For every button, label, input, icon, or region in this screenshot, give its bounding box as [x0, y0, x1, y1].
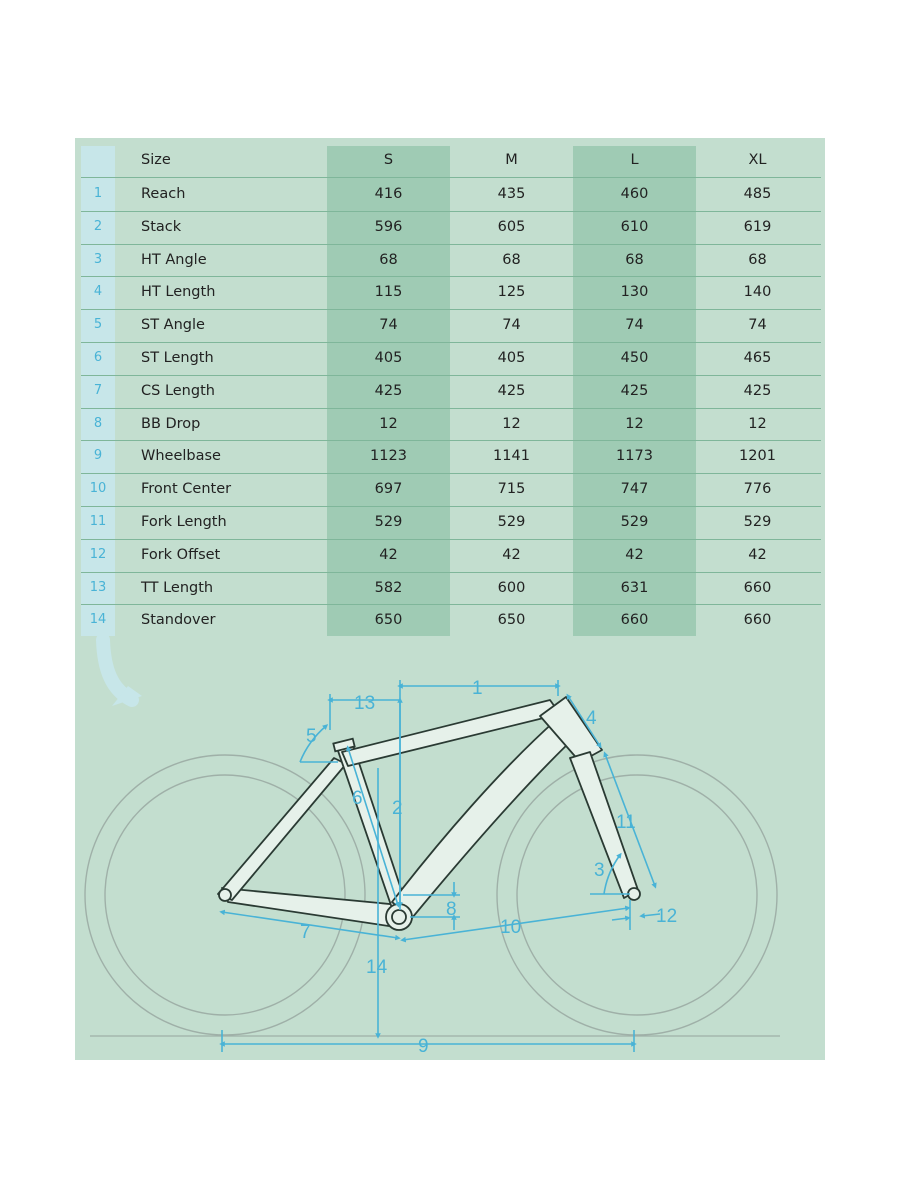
- dim-label-bb-drop: 8: [446, 899, 457, 920]
- value-m: 12: [502, 415, 521, 432]
- size-header-s: S: [383, 152, 394, 168]
- measurement-name: Reach: [141, 186, 186, 202]
- value-l: 425: [620, 382, 649, 399]
- value-m: 68: [502, 251, 521, 268]
- value-l: 529: [620, 514, 649, 530]
- bike-frame: [218, 697, 638, 928]
- value-xl: 12: [748, 415, 767, 432]
- value-l: 130: [620, 284, 649, 301]
- measurement-name: TT Length: [141, 579, 214, 596]
- row-number: 2: [93, 218, 103, 234]
- dim-label-ht-angle: 3: [594, 860, 605, 881]
- measurement-name: Stack: [141, 218, 182, 235]
- value-s: 697: [374, 481, 403, 498]
- value-m: 435: [497, 186, 526, 202]
- measurement-name: Fork Length: [141, 514, 227, 530]
- value-s: 115: [374, 284, 403, 301]
- value-l: 12: [625, 415, 644, 432]
- row-number: 1: [93, 186, 103, 201]
- value-xl: 776: [743, 481, 772, 498]
- row-number: 10: [89, 481, 107, 497]
- measurement-name: Standover: [141, 612, 216, 629]
- value-s: 416: [374, 186, 403, 202]
- value-s: 596: [374, 218, 403, 235]
- value-s: 529: [374, 514, 403, 530]
- value-l: 450: [620, 350, 649, 366]
- measurement-name: HT Angle: [141, 251, 207, 268]
- dim-label-fork-offset: 12: [656, 906, 678, 927]
- measurement-name: CS Length: [141, 382, 215, 399]
- value-l: 460: [620, 186, 649, 202]
- value-m: 1141: [493, 448, 530, 465]
- value-l: 660: [620, 612, 649, 629]
- dim-label-reach: 1: [472, 678, 483, 699]
- value-l: 42: [625, 546, 644, 563]
- value-xl: 1201: [739, 448, 776, 465]
- value-xl: 140: [743, 284, 772, 301]
- row-number: 4: [93, 284, 103, 300]
- measurement-name: Fork Offset: [141, 546, 221, 563]
- size-header-xl: XL: [748, 152, 767, 168]
- value-s: 68: [379, 251, 398, 268]
- measurement-name: ST Length: [141, 350, 214, 366]
- value-l: 610: [620, 218, 649, 235]
- value-m: 529: [497, 514, 526, 530]
- value-xl: 465: [743, 350, 772, 366]
- value-m: 605: [497, 218, 526, 235]
- measurement-name: HT Length: [141, 284, 216, 301]
- value-l: 1173: [616, 448, 653, 465]
- value-s: 42: [379, 546, 398, 563]
- geometry-panel: [75, 138, 825, 1060]
- row-number: 14: [89, 612, 107, 628]
- size-header-label: Size: [141, 152, 171, 168]
- value-m: 42: [502, 546, 521, 563]
- value-xl: 42: [748, 546, 767, 563]
- dim-label-st-length: 6: [352, 788, 363, 809]
- value-s: 74: [379, 317, 398, 334]
- row-number: 8: [93, 415, 103, 431]
- value-s: 405: [374, 350, 403, 366]
- value-l: 68: [625, 251, 644, 268]
- value-l: 74: [625, 317, 644, 334]
- dim-label-wheelbase: 9: [418, 1036, 429, 1057]
- value-m: 125: [497, 284, 526, 301]
- row-number: 3: [93, 251, 103, 267]
- dim-label-cs-length: 7: [300, 922, 311, 943]
- dim-label-front-center: 10: [500, 917, 522, 938]
- value-m: 74: [502, 317, 521, 334]
- value-xl: 485: [743, 186, 772, 202]
- value-s: 1123: [370, 448, 407, 465]
- value-xl: 619: [743, 218, 772, 235]
- value-xl: 68: [748, 251, 767, 268]
- value-xl: 74: [748, 317, 767, 334]
- value-m: 405: [497, 350, 526, 366]
- dim-label-stack: 2: [392, 798, 403, 819]
- value-m: 425: [497, 382, 526, 399]
- row-number: 13: [89, 579, 107, 595]
- dim-label-st-angle: 5: [306, 726, 317, 747]
- row-number: 9: [93, 448, 103, 464]
- value-l: 747: [620, 481, 649, 498]
- row-number: 6: [93, 350, 103, 365]
- value-xl: 660: [743, 579, 772, 596]
- dim-label-standover: 14: [366, 957, 388, 978]
- measurement-name: Front Center: [141, 481, 232, 498]
- value-xl: 660: [743, 612, 772, 629]
- measurement-name: Wheelbase: [141, 448, 221, 465]
- value-s: 425: [374, 382, 403, 399]
- value-xl: 425: [743, 382, 772, 399]
- dim-label-fork-length: 11: [616, 812, 636, 833]
- measurement-name: ST Angle: [141, 317, 205, 334]
- value-s: 650: [374, 612, 403, 629]
- measurement-name: BB Drop: [141, 415, 201, 432]
- dim-label-tt-length: 13: [354, 693, 376, 714]
- value-s: 12: [379, 415, 398, 432]
- value-l: 631: [620, 579, 649, 596]
- value-m: 650: [497, 612, 526, 629]
- row-number: 5: [93, 317, 103, 333]
- size-header-l: L: [630, 152, 639, 168]
- dim-label-ht-length: 4: [586, 708, 597, 729]
- row-number: 11: [89, 514, 107, 529]
- value-m: 715: [497, 481, 526, 498]
- rear-axle: [219, 889, 231, 901]
- value-s: 582: [374, 579, 403, 596]
- value-xl: 529: [743, 514, 772, 530]
- value-m: 600: [497, 579, 526, 596]
- row-number: 12: [89, 546, 107, 562]
- size-header-m: M: [505, 152, 518, 168]
- row-number: 7: [93, 382, 103, 398]
